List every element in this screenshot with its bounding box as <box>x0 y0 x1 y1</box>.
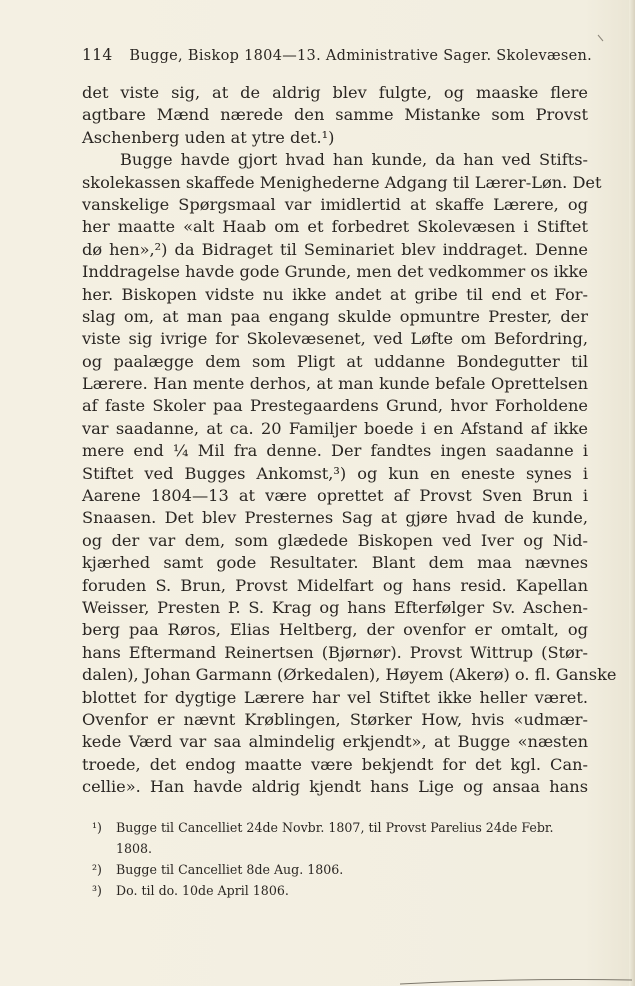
text-line: vanskelige Spørgsmaal var imidlertid at skaffe Lærere, og <box>82 194 588 214</box>
page-edge-shadow <box>629 0 635 986</box>
footnote <box>92 817 592 838</box>
text-line: Bugge havde gjort hvad han kunde, da han ved Stifts- <box>120 150 588 170</box>
text-line: hans Eftermand Reinertsen (Bjørnør). Provst Wittrup (Stør- <box>82 642 588 662</box>
text-line: Aschenberg uden at ytre det.¹) <box>82 127 335 147</box>
text-line: og der var dem, som glædede Biskopen ved Iver og Nid- <box>82 530 588 550</box>
text-line: Inddragelse havde gode Grunde, men det vedkommer os ikke <box>82 262 588 282</box>
footnote-text: Bugge til Cancelliet 8de Aug. 1806. <box>116 862 344 877</box>
text-line: cellie». Han havde aldrig kjendt hans Lige og ansaa hans <box>82 777 588 797</box>
running-header <box>82 46 593 68</box>
text-line: viste sig ivrige for Skolevæsenet, ved Løfte om Befordring, <box>82 329 588 349</box>
text-line: slag om, at man paa engang skulde opmuntre Prester, der <box>82 306 588 326</box>
page-number: 114 <box>82 46 113 64</box>
text-line: skolekassen skaffede Menighederne Adgang til Lærer-Løn. Det <box>82 172 602 192</box>
text-line: Weisser, Presten P. S. Krag og hans Efterfølger Sv. Aschen- <box>82 597 588 617</box>
footnote-mark: ³) <box>92 883 102 898</box>
running-title: Bugge, Biskop 1804—13. Administrative Sager. Skolevæsen. <box>129 48 593 64</box>
text-line: agtbare Mænd nærede den samme Mistanke som Provst <box>82 105 588 125</box>
text-line: dø hen»,²) da Bidraget til Seminariet blev inddraget. Denne <box>82 239 588 259</box>
text-line: kjærhed samt gode Resultater. Blant dem maa nævnes <box>82 553 588 573</box>
text-line: det viste sig, at de aldrig blev fulgte, og maaske flere <box>82 83 588 102</box>
footnote-continuation <box>92 838 592 859</box>
text-line: Stiftet ved Bugges Ankomst,³) og kun en eneste synes i <box>82 463 588 483</box>
footnotes <box>92 817 592 901</box>
text-line: foruden S. Brun, Provst Midelfart og hans resid. Kapellan <box>82 575 588 595</box>
text-line: Snaasen. Det blev Presternes Sag at gjøre hvad de kunde, <box>82 508 588 528</box>
body-text <box>82 82 617 799</box>
footnote-mark: ¹) <box>92 820 102 835</box>
footnote-text: 1808. <box>116 841 153 856</box>
text-line: troede, det endog maatte være bekjendt for det kgl. Can- <box>82 754 588 774</box>
text-line: mere end ¼ Mil fra denne. Der fandtes ingen saadanne i <box>82 441 588 461</box>
text-line: kede Værd var saa almindelig erkjendt», at Bugge «næsten <box>82 732 588 752</box>
footnote <box>92 880 592 901</box>
text-line: var saadanne, at ca. 20 Familjer boede i en Afstand af ikke <box>82 418 588 438</box>
footnote-text: Do. til do. 10de April 1806. <box>116 883 289 898</box>
text-line: Ovenfor er nævnt Krøblingen, Størker How, hvis «udmær- <box>82 709 588 729</box>
footnote-text: Bugge til Cancelliet 24de Novbr. 1807, til Provst Parelius 24de Febr. <box>116 820 554 835</box>
text-line: og paalægge dem som Pligt at uddanne Bondegutter til <box>82 351 588 371</box>
text-line: berg paa Røros, Elias Heltberg, der ovenfor er omtalt, og <box>82 620 588 640</box>
text-line: her maatte «alt Haab om et forbedret Skolevæsen i Stiftet <box>82 217 588 237</box>
text-line: blottet for dygtige Lærere har vel Stiftet ikke heller været. <box>82 687 588 707</box>
text-line: af faste Skoler paa Prestegaardens Grund, hvor Forholdene <box>82 396 588 416</box>
text-line: Aarene 1804—13 at være oprettet af Provst Sven Brun i <box>82 486 588 506</box>
corner-speck <box>597 34 605 42</box>
page-curl-mark <box>400 960 635 986</box>
text-line: dalen), Johan Garmann (Ørkedalen), Høyem (Akerø) o. fl. Ganske <box>82 665 617 685</box>
footnote <box>92 859 592 880</box>
text-line: Lærere. Han mente derhos, at man kunde befale Oprettelsen <box>82 374 588 394</box>
footnote-mark: ²) <box>92 862 102 877</box>
text-line: her. Biskopen vidste nu ikke andet at gribe til end et For- <box>82 284 588 304</box>
